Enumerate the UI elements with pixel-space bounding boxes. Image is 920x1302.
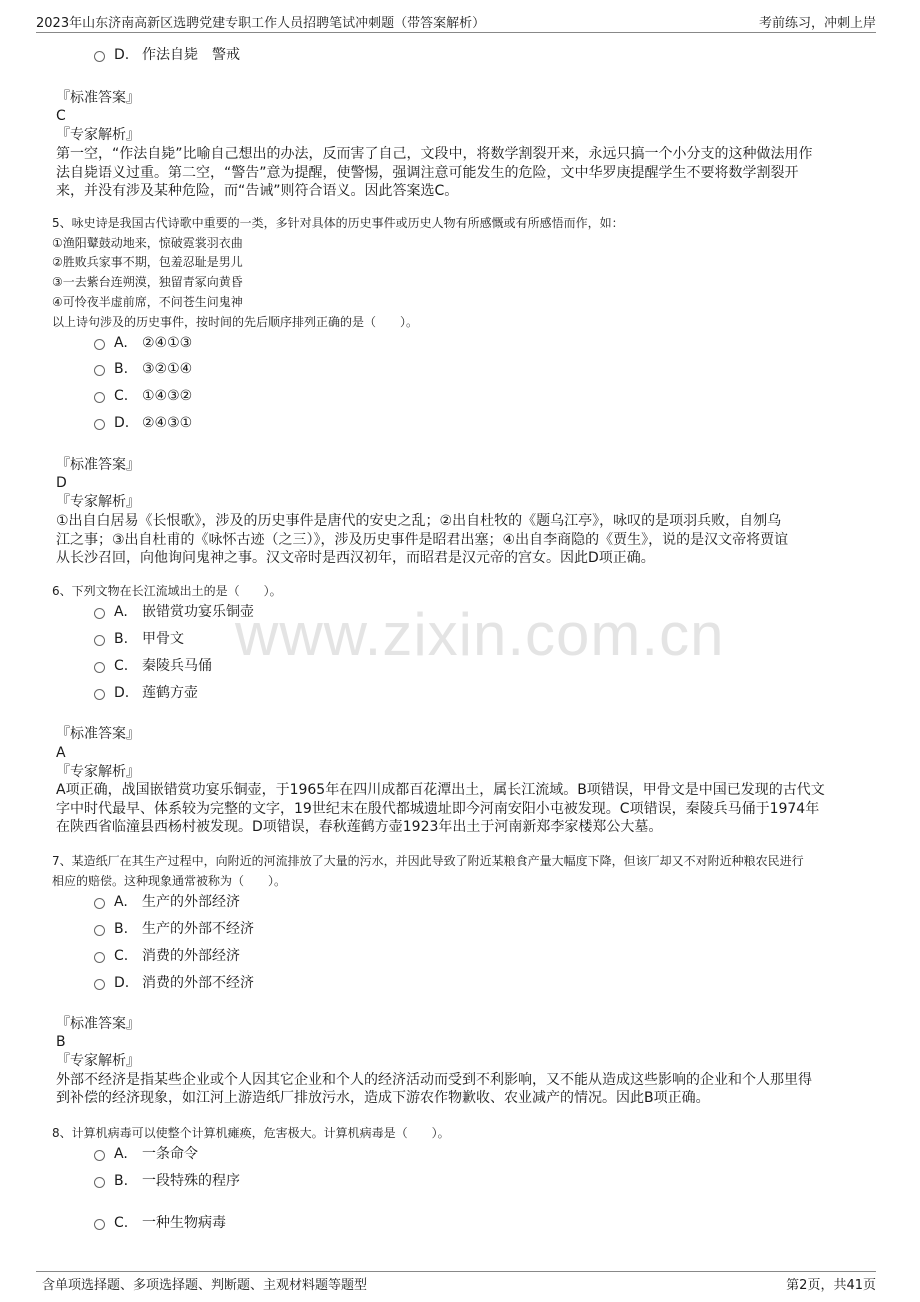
q5-line: ③一去紫台连朔漠，独留青冢向黄昏 — [52, 275, 243, 289]
q5-line: ②胜败兵家事不期，包羞忍耻是男儿 — [52, 255, 243, 269]
q4-answer: C — [56, 108, 66, 124]
radio-button[interactable] — [94, 898, 105, 909]
q5-analysis-line: 从长沙召回，向他询问鬼神之事。汉文帝时是西汉初年，而昭君是汉元帝的宫女。因此D项正确。 — [56, 550, 655, 566]
radio-button[interactable] — [94, 689, 105, 700]
answer-label: 『标准答案』 — [56, 726, 140, 742]
q5-stem: 5、咏史诗是我国古代诗歌中重要的一类，多针对具体的历史事件或历史人物有所感慨或有所感悟而作，如： — [52, 216, 624, 230]
q7-analysis-line: 外部不经济是指某些企业或个人因其它企业和个人的经济活动而受到不利影响，又不能从造成这些影响的企业和个人那里得 — [56, 1072, 812, 1088]
radio-button[interactable] — [94, 419, 105, 430]
page-number: 第2页，共41页 — [786, 1278, 876, 1293]
q6-analysis-line: 字中时代最早、体系较为完整的文字，19世纪末在殷代都城遗址即今河南安阳小屯被发现。C项错误，秦陵兵马俑于1974年 — [56, 801, 820, 817]
q6-stem: 6、下列文物在长江流域出土的是（ ）。 — [52, 584, 282, 598]
q7-stem: 7、某造纸厂在其生产过程中，向附近的河流排放了大量的污水，并因此导致了附近某粮食产量大幅度下降，但该厂却又不对附近种粮农民进行 — [52, 854, 804, 868]
answer-label: 『标准答案』 — [56, 90, 140, 106]
radio-button[interactable] — [94, 51, 105, 62]
q6-answer: A — [56, 745, 66, 761]
q6-analysis-line: A项正确，战国嵌错赏功宴乐铜壶，于1965年在四川成都百花潭出土，属长江流域。B项错误，甲骨文是中国已发现的古代文 — [56, 782, 825, 798]
q6-analysis-line: 在陕西省临潼县西杨村被发现。D项错误，春秋莲鹤方壶1923年出土于河南新郑李家楼郑公大墓。 — [56, 819, 663, 835]
q4-analysis-line: 来，并没有涉及某种危险，而“告诫”则符合语义。因此答案选C。 — [56, 183, 459, 199]
radio-button[interactable] — [94, 979, 105, 990]
q5-line: ④可怜夜半虚前席，不问苍生问鬼神 — [52, 295, 243, 309]
answer-label: 『标准答案』 — [56, 457, 140, 473]
page-footer — [36, 1271, 876, 1294]
analysis-label: 『专家解析』 — [56, 764, 140, 780]
radio-button[interactable] — [94, 925, 105, 936]
radio-button[interactable] — [94, 952, 105, 963]
radio-button[interactable] — [94, 339, 105, 350]
radio-button[interactable] — [94, 662, 105, 673]
radio-button[interactable] — [94, 392, 105, 403]
q5-line: 以上诗句涉及的历史事件，按时间的先后顺序排列正确的是（ ）。 — [52, 315, 419, 329]
watermark: www.zixin.com.cn — [235, 601, 725, 668]
radio-button[interactable] — [94, 1177, 105, 1188]
q5-line: ①渔阳鼙鼓动地来，惊破霓裳羽衣曲 — [52, 236, 243, 250]
q8-stem: 8、计算机病毒可以使整个计算机瘫痪，危害极大。计算机病毒是（ ）。 — [52, 1126, 450, 1140]
q5-analysis-line: ①出自白居易《长恨歌》，涉及的历史事件是唐代的安史之乱；②出自杜牧的《题乌江亭》，咏叹的是项羽兵败，自刎乌 — [56, 513, 782, 529]
page-header — [36, 10, 876, 33]
q7-answer: B — [56, 1034, 66, 1050]
q7-analysis-line: 到补偿的经济现象，如江河上游造纸厂排放污水，造成下游农作物歉收、农业减产的情况。因此B项正确。 — [56, 1090, 710, 1106]
header-slogan: 考前练习，冲刺上岸 — [758, 16, 876, 31]
radio-button[interactable] — [94, 365, 105, 376]
q4-analysis-line: 法自毙语义过重。第二空，“警告”意为提醒，使警惕，强调注意可能发生的危险，文中华罗庚提醒学生不要将数学割裂开 — [56, 165, 799, 181]
analysis-label: 『专家解析』 — [56, 127, 140, 143]
radio-button[interactable] — [94, 1219, 105, 1230]
q4-analysis-line: 第一空，“作法自毙”比喻自己想出的办法，反而害了自己，文段中，将数学割裂开来，永远只搞一个小分支的这种做法用作 — [56, 146, 813, 162]
answer-label: 『标准答案』 — [56, 1016, 140, 1032]
radio-button[interactable] — [94, 1150, 105, 1161]
footer-note: 含单项选择题、多项选择题、判断题、主观材料题等题型 — [42, 1278, 368, 1293]
analysis-label: 『专家解析』 — [56, 1053, 140, 1069]
q7-stem: 相应的赔偿。这种现象通常被称为（ ）。 — [52, 874, 287, 888]
q5-analysis-line: 江之事；③出自杜甫的《咏怀古迹（之三）》，涉及历史事件是昭君出塞；④出自李商隐的《贾生》，说的是汉文帝将贾谊 — [56, 532, 789, 548]
radio-button[interactable] — [94, 635, 105, 646]
document-title: 2023年山东济南高新区选聘党建专职工作人员招聘笔试冲刺题（带答案解析） — [36, 16, 486, 31]
analysis-label: 『专家解析』 — [56, 494, 140, 510]
q5-answer: D — [56, 475, 67, 491]
radio-button[interactable] — [94, 608, 105, 619]
